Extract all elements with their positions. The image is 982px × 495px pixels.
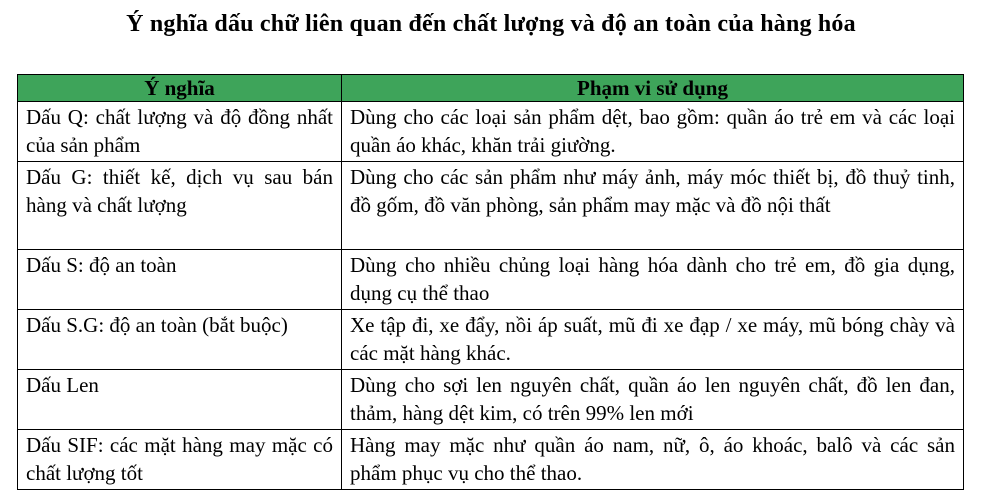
- column-header-scope: Phạm vi sử dụng: [342, 75, 964, 102]
- table-row: [18, 102, 964, 162]
- table-row: [18, 250, 964, 310]
- meaning-cell: Dấu S: độ an toàn: [18, 250, 342, 310]
- scope-cell: Dùng cho sợi len nguyên chất, quần áo len nguyên chất, đồ len đan, thảm, hàng dệt kim, có trên 99% len mới: [342, 370, 964, 430]
- scope-cell: Dùng cho nhiều chủng loại hàng hóa dành cho trẻ em, đồ gia dụng, dụng cụ thể thao: [342, 250, 964, 310]
- meaning-cell: Dấu S.G: độ an toàn (bắt buộc): [18, 310, 342, 370]
- scope-cell: Dùng cho các loại sản phẩm dệt, bao gồm: quần áo trẻ em và các loại quần áo khác, khăn trải giường.: [342, 102, 964, 162]
- table-header-row: [18, 75, 964, 102]
- table-row: [18, 310, 964, 370]
- meaning-table: [17, 74, 964, 490]
- table-row: [18, 430, 964, 490]
- page-title: Ý nghĩa dấu chữ liên quan đến chất lượng và độ an toàn của hàng hóa: [126, 11, 856, 37]
- meaning-cell: Dấu SIF: các mặt hàng may mặc có chất lượng tốt: [18, 430, 342, 490]
- scope-cell: Hàng may mặc như quần áo nam, nữ, ô, áo khoác, balô và các sản phẩm phục vụ cho thể thao.: [342, 430, 964, 490]
- table-row: [18, 370, 964, 430]
- meaning-cell: Dấu Len: [18, 370, 342, 430]
- scope-cell: Dùng cho các sản phẩm như máy ảnh, máy móc thiết bị, đồ thuỷ tinh, đồ gốm, đồ văn phòng, sản phẩm may mặc và đồ nội thất: [342, 162, 964, 250]
- meaning-cell: Dấu G: thiết kế, dịch vụ sau bán hàng và chất lượng: [18, 162, 342, 250]
- table-row: [18, 162, 964, 250]
- meaning-cell: Dấu Q: chất lượng và độ đồng nhất của sản phẩm: [18, 102, 342, 162]
- column-header-meaning: Ý nghĩa: [18, 75, 342, 102]
- scope-cell: Xe tập đi, xe đẩy, nồi áp suất, mũ đi xe đạp / xe máy, mũ bóng chày và các mặt hàng khác.: [342, 310, 964, 370]
